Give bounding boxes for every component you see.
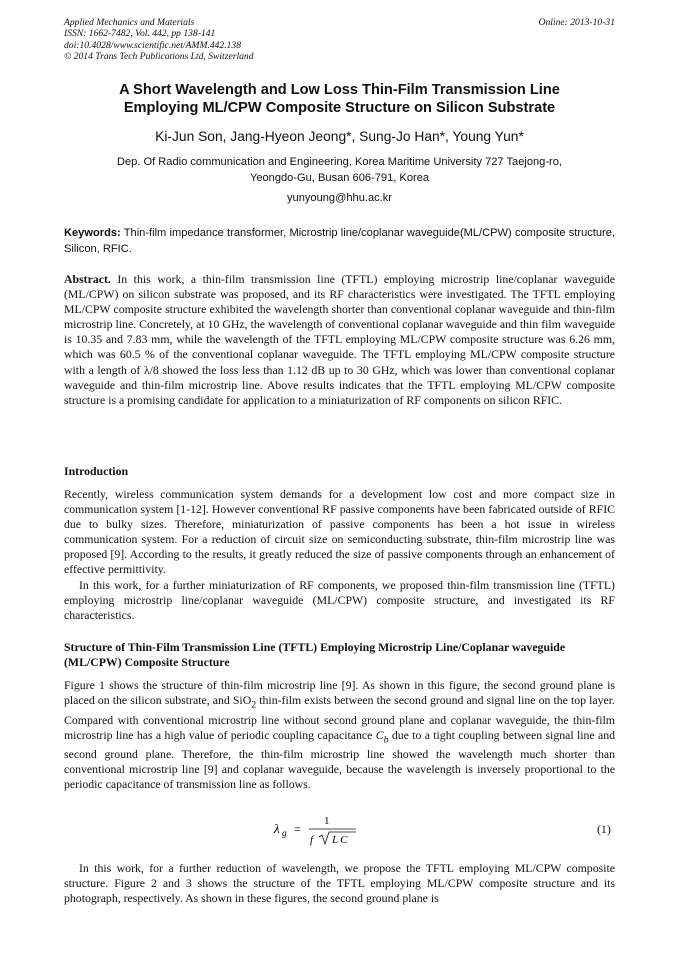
sio2-subscript: 2 — [251, 699, 257, 711]
introduction-heading: Introduction — [64, 464, 129, 478]
intro-paragraph-1: Recently, wireless communication system demands for a development low cost and more compact size in communication system [1-12]. However conventional RF passive components have been fabricated outside of RFIC due to bulky sizes. Therefore, miniaturization of passive components has been a hot issue in wireless communication system. For a reduction of circuit size on semiconducting substrate, thin-film microstrip line was proposed [9]. According to the results, it greatly reduced the size of passive components through an enhancement of effective permittivity. — [64, 487, 615, 577]
eq-radicand: LC — [332, 834, 350, 846]
affiliation-line-2: Yeongdo-Gu, Busan 606-791, Korea — [249, 171, 430, 184]
affiliation — [80, 155, 599, 186]
affiliation-line-1: Dep. Of Radio communication and Engineering, Korea Maritime University 727 Taejong-ro, — [116, 156, 562, 168]
author-email: yunyoung@hhu.ac.kr — [286, 192, 392, 204]
introduction-body — [64, 487, 615, 623]
journal-header — [64, 17, 615, 62]
keywords-text: Thin-film impedance transformer, Microstrip line/coplanar waveguide(ML/CPW) composite structure, Silicon, RFIC. — [64, 227, 615, 255]
eq-numerator: 1 — [324, 815, 330, 827]
eq-lambda: λ — [274, 821, 280, 836]
structure-heading: Structure of Thin-Film Transmission Line (TFTL) Employing Microstrip Line/Coplanar waveguide (ML/CPW) Composite Structure — [64, 640, 566, 670]
structure-text-a: Figure 1 shows the structure of thin-film microstrip line [9]. As shown in this figure, the second ground plane is placed on the silicon substrate, and SiO — [64, 678, 615, 708]
doi: doi:10.4028/www.scientific.net/AMM.442.138 — [64, 39, 242, 51]
eq-lambda-subscript: g — [282, 828, 287, 838]
abstract — [64, 272, 615, 408]
paper-title — [64, 81, 615, 117]
structure-body-continued — [64, 861, 615, 906]
abstract-label: Abstract. — [64, 272, 111, 286]
copyright: © 2014 Trans Tech Publications Ltd, Switzerland — [64, 50, 254, 62]
structure-text-c: due to a tight coupling between signal line and second ground plane. Therefore, the thin-film microstrip line showed the wavelength much shorter than conventional microstrip line [9] and coplanar waveguide, because the wavelength is inversely proportional to the periodic capacitance of transmission line as follows. — [64, 727, 616, 792]
issn: ISSN: 1662-7482, Vol. 442, pp 138-141 — [64, 28, 216, 40]
structure-body — [64, 678, 615, 792]
title-line-2: Employing ML/CPW Composite Structure on Silicon Substrate — [123, 100, 556, 116]
eq-f: f — [310, 834, 314, 846]
keywords — [64, 226, 615, 257]
abstract-text: In this work, a thin-film transmission line (TFTL) employing microstrip line/coplanar waveguide (ML/CPW) on silicon substrate was proposed, and its RF characteristics were investigated. The TFTL employing ML/CPW composite structure exhibited the wavelength shorter than conventional coplanar waveguide and thin-film microstrip line. Concretely, at 10 GHz, the wavelength of conventional coplanar waveguide and thin film waveguide is 10.35 and 7.83 mm, while the wavelength of the TFTL employing ML/CPW composite structure was 6.26 mm, which was 60.5 % of the conventional coplanar waveguide. The TFTL employing ML/CPW composite structure with a length of λ/8 showed the loss less than 1.12 dB up to 30 GHz, which was lower than conventional coplanar waveguide and thin-film microstrip line. Above results indicates that the TFTL employing ML/CPW composite structure is a promising candidate for application to a miniaturization of RF components on silicon RFIC. — [64, 272, 615, 407]
equation-number: (1) — [597, 822, 611, 836]
title-line-1: A Short Wavelength and Low Loss Thin-Film Transmission Line — [119, 82, 560, 98]
structure-text-b: thin-film exists between the second ground and signal line on the top layer. Compared with conventional microstrip line without second ground plane and coplanar waveguide, the thin-film microstrip line has a high value of periodic coupling capacitance — [64, 693, 616, 742]
journal-name: Applied Mechanics and Materials — [64, 17, 195, 28]
intro-paragraph-2: In this work, for a further miniaturization of RF components, we proposed thin-film transmission line (TFTL) employing microstrip line/coplanar waveguide (ML/CPW) composite structure, and investigated its RF characteristics. — [64, 577, 615, 622]
online-date: Online: 2013-10-31 — [538, 17, 615, 28]
keywords-label: Keywords: — [64, 227, 121, 239]
structure-paragraph-1 — [64, 678, 615, 792]
structure-paragraph-2: In this work, for a further reduction of wavelength, we propose the TFTL employing ML/CPW composite structure. Figure 2 and 3 shows the structure of the TFTL employing ML/CPW composite structure and its photograph, respectively. As shown in these figures, the second ground plane is — [64, 861, 615, 906]
eq-equals: = — [294, 822, 301, 836]
equation-1 — [272, 812, 362, 846]
cb-subscript: b — [383, 734, 389, 745]
authors: Ki-Jun Son, Jang-Hyeon Jeong*, Sung-Jo Han*, Young Yun* — [155, 129, 524, 144]
cb-symbol: C — [375, 727, 384, 742]
